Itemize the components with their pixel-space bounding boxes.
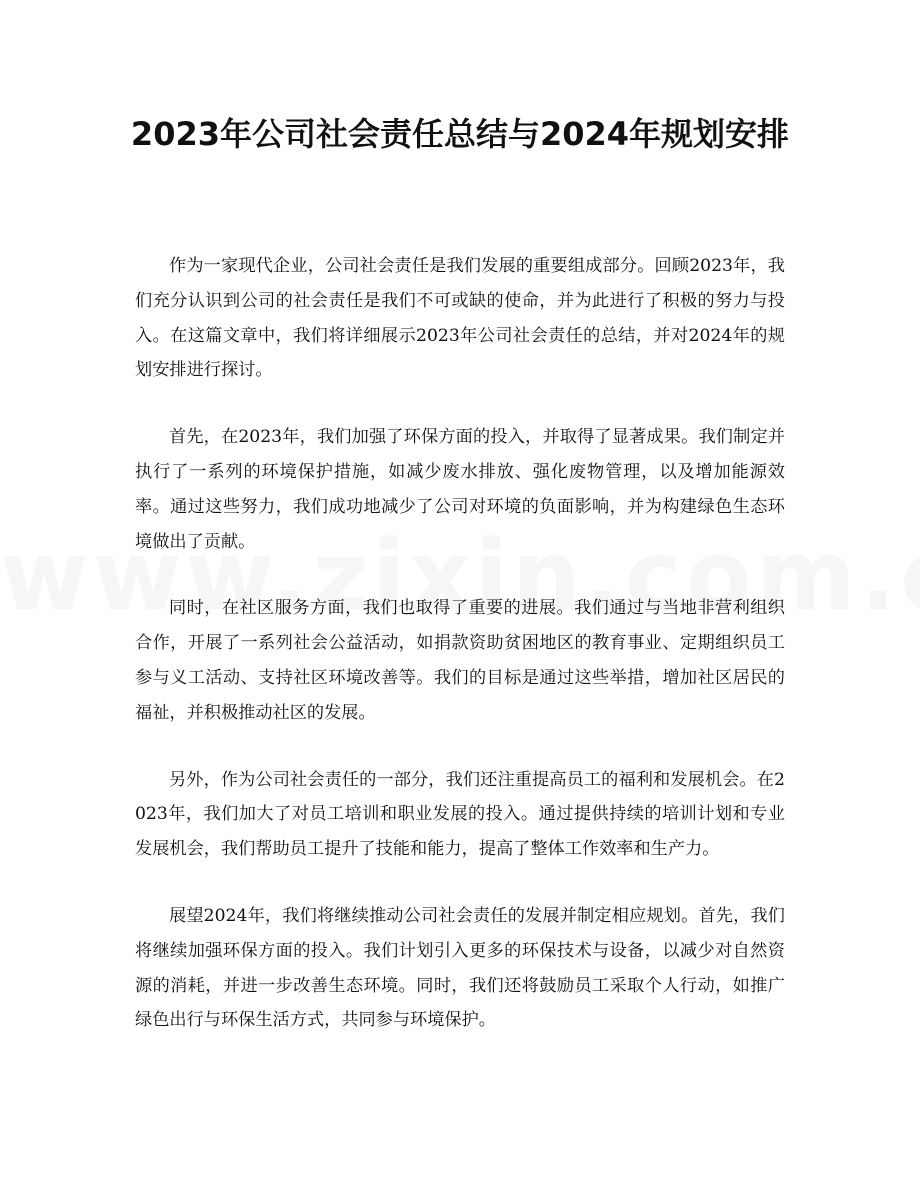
paragraph-employees: 另外，作为公司社会责任的一部分，我们还注重提高员工的福利和发展机会。在2023年，我们加大了对员工培训和职业发展的投入。通过提供持续的培训计划和专业发展机会，我们帮助员工提升了技能和能力，提高了整体工作效率和生产力。 <box>135 769 785 860</box>
paragraph-outlook-2024: 展望2024年，我们将继续推动公司社会责任的发展并制定相应规划。首先，我们将继续加强环保方面的投入。我们计划引入更多的环保技术与设备，以减少对自然资源的消耗，并进一步改善生态环境。同时，我们还将鼓励员工采取个人行动，如推广绿色出行与环保生活方式，共同参与环境保护。 <box>135 905 785 1031</box>
paragraph-community: 同时，在社区服务方面，我们也取得了重要的进展。我们通过与当地非营利组织合作，开展了一系列社会公益活动，如捐款资助贫困地区的教育事业、定期组织员工参与义工活动、支持社区环境改善等。我们的目标是通过这些举措，增加社区居民的福祉，并积极推动社区的发展。 <box>135 598 785 723</box>
document-title: 2023年公司社会责任总结与2024年规划安排 <box>130 115 790 153</box>
paragraph-environment: 首先，在2023年，我们加强了环保方面的投入，并取得了显著成果。我们制定并执行了一系列的环境保护措施，如减少废水排放、强化废物管理，以及增加能源效率。通过这些努力，我们成功地减少了公司对环境的负面影响，并为构建绿色生态环境做出了贡献。 <box>135 427 785 552</box>
document-body <box>135 249 785 1070</box>
paragraph-intro: 作为一家现代企业，公司社会责任是我们发展的重要组成部分。回顾2023年，我们充分认识到公司的社会责任是我们不可或缺的使命，并为此进行了积极的努力与投入。在这篇文章中，我们将详细展示2023年公司社会责任的总结，并对2024年的规划安排进行探讨。 <box>135 256 785 381</box>
